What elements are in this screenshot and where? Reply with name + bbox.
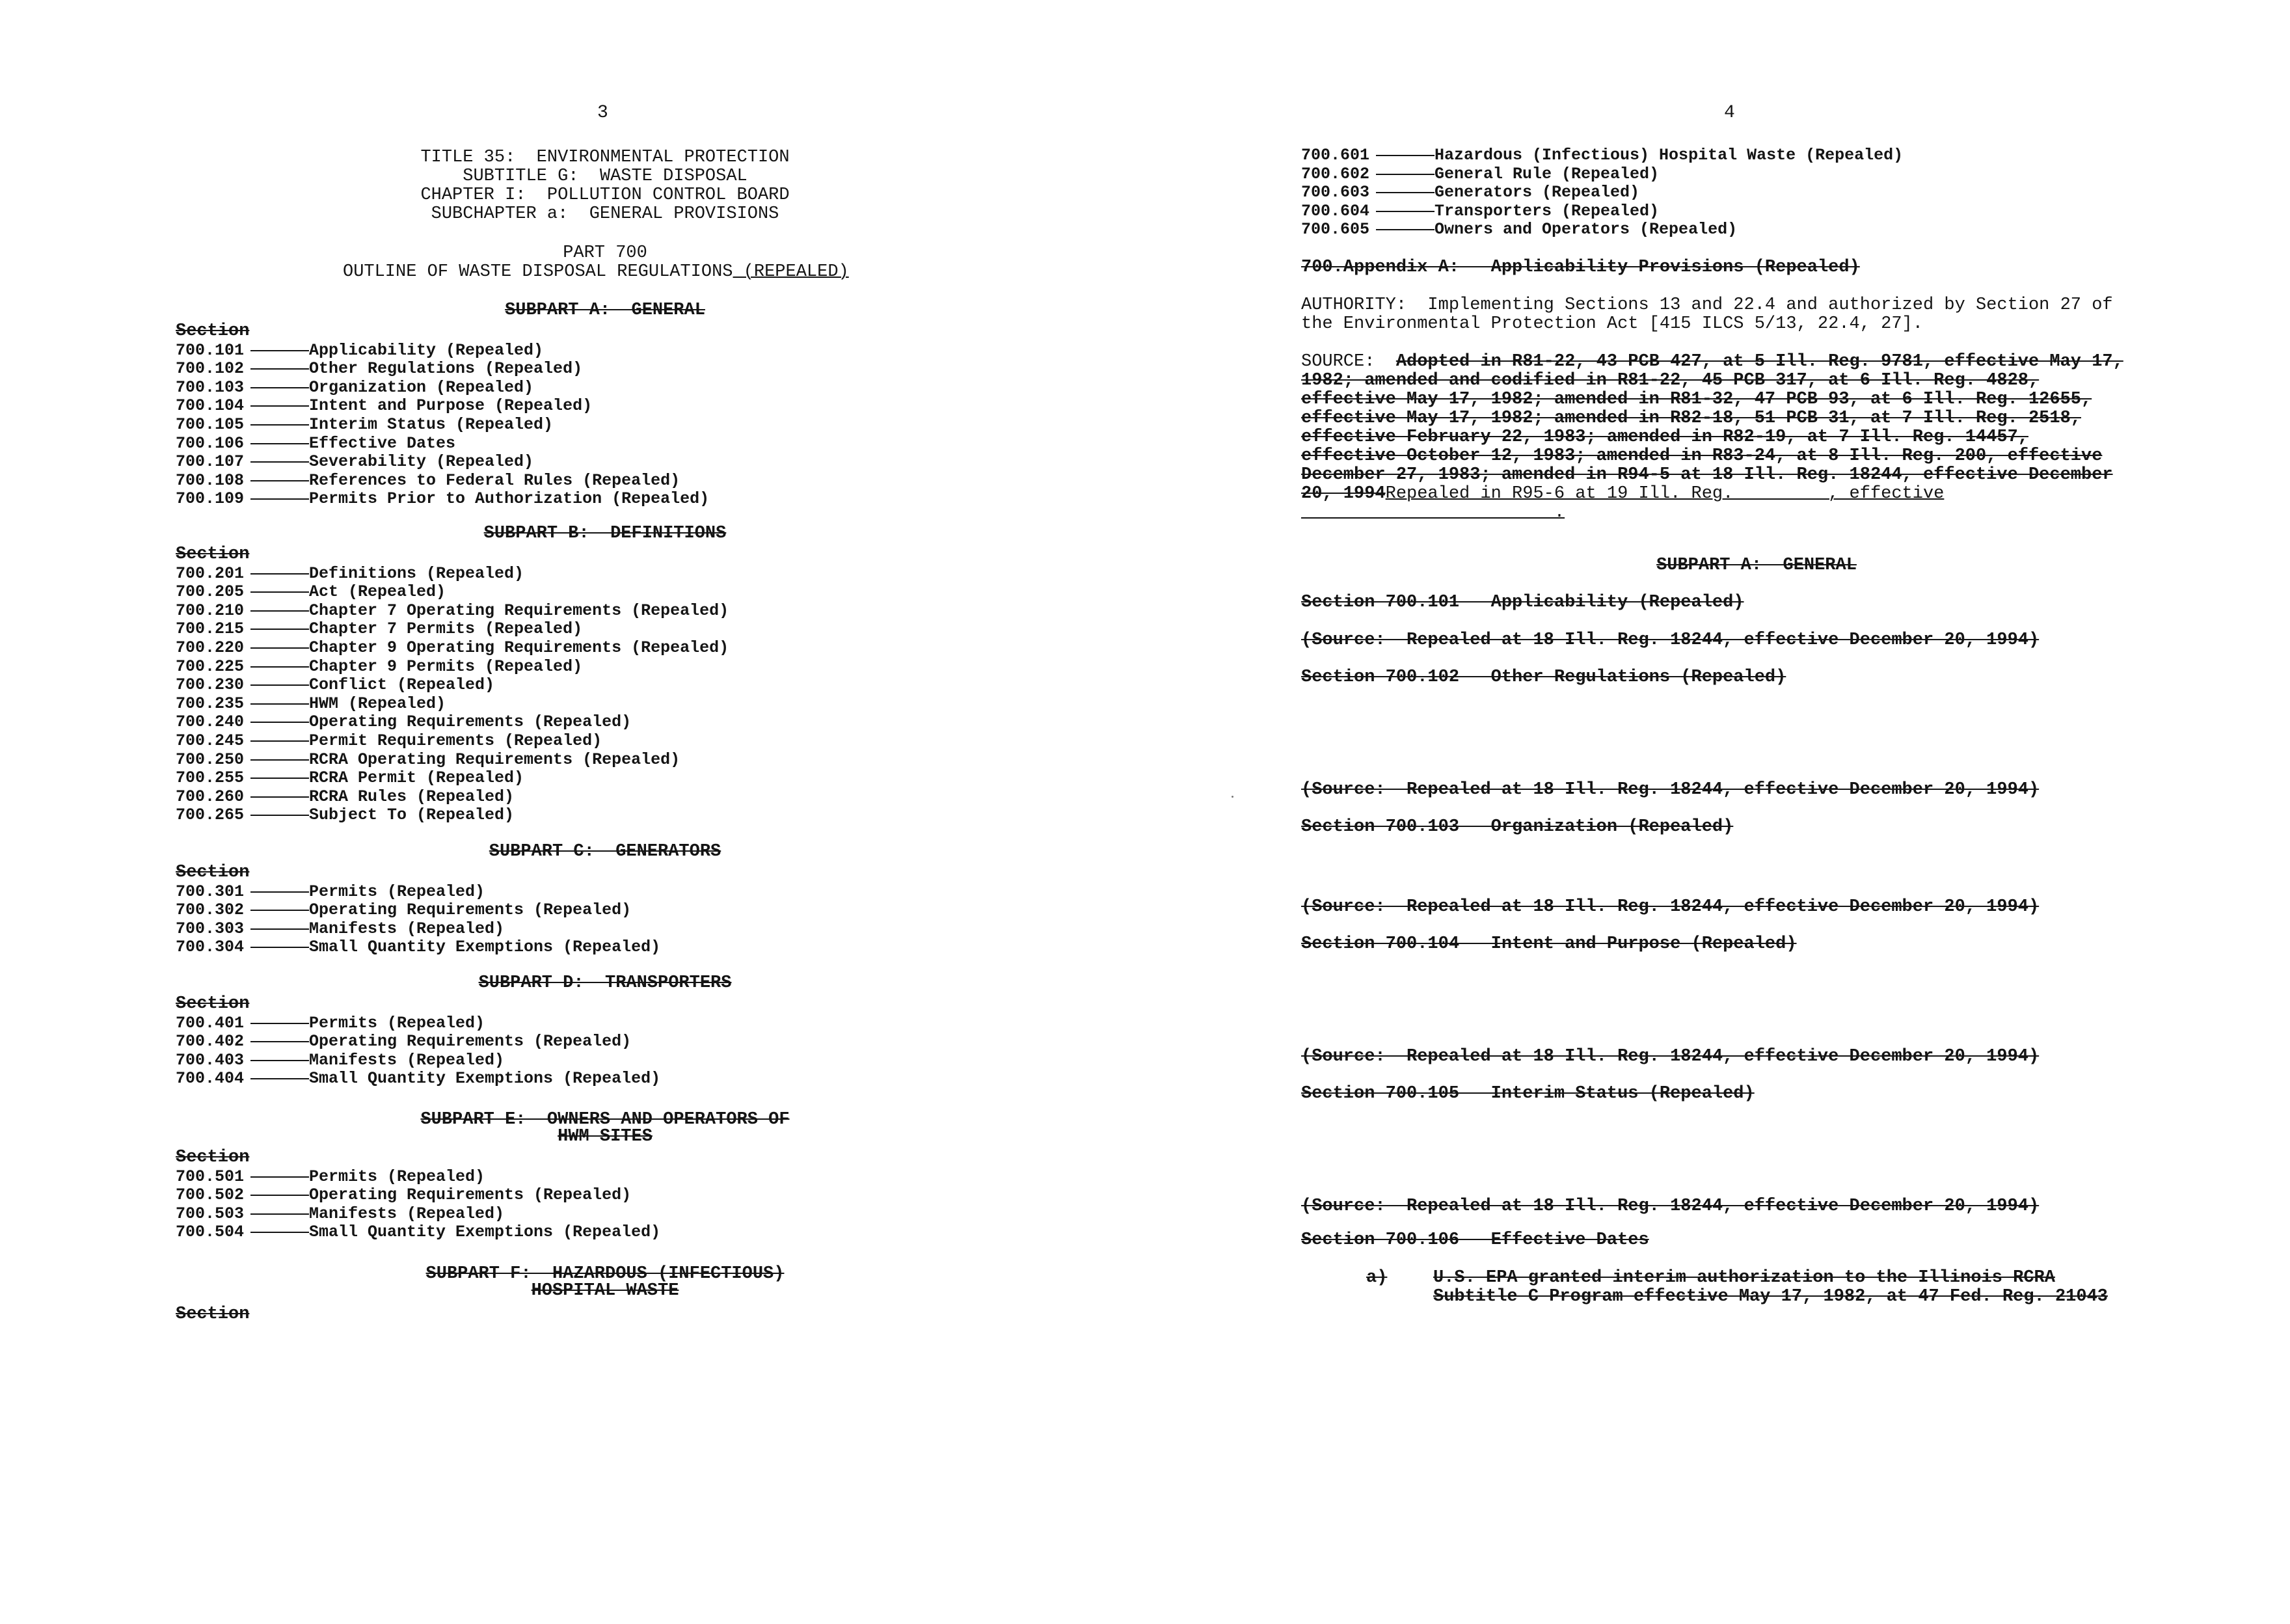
leader-dash — [250, 684, 309, 686]
section-title: Small Quantity Exemptions (Repealed) — [309, 938, 661, 957]
subpart-heading: SUBPART B: DEFINITIONS — [483, 524, 727, 543]
section-number: 700.101 — [176, 340, 245, 360]
leader-dash — [250, 947, 309, 948]
section-title: Operating Requirements (Repealed) — [309, 1185, 632, 1205]
leader-dash — [250, 910, 309, 911]
toc-row — [176, 1014, 826, 1033]
section-title: RCRA Rules (Repealed) — [309, 787, 515, 806]
section-title: Conflict (Repealed) — [309, 675, 495, 695]
toc-row — [176, 619, 826, 638]
section-title: Permits Prior to Authorization (Repealed) — [309, 489, 710, 509]
toc-row — [176, 900, 826, 919]
source-note: (Source: Repealed at 18 Ill. Reg. 18244, effective December 20, 1994) — [1301, 1197, 2040, 1216]
source-note: (Source: Repealed at 18 Ill. Reg. 18244, effective December 20, 1994) — [1301, 780, 2040, 800]
section-title: Small Quantity Exemptions (Repealed) — [309, 1069, 661, 1089]
section-number: 700.265 — [176, 805, 245, 825]
toc-row — [176, 694, 826, 713]
leader-dash — [250, 891, 309, 893]
section-number: 700.108 — [176, 470, 245, 490]
section-number: 700.104 — [176, 396, 245, 416]
section-number: 700.401 — [176, 1013, 245, 1033]
leader-dash — [250, 1176, 309, 1178]
toc-row — [176, 601, 826, 620]
section-title: Chapter 7 Operating Requirements (Repealed) — [309, 601, 729, 620]
toc-row — [176, 919, 826, 938]
source-new-text: Repealed in R95-6 at 19 Ill. Reg. ________, effective — [1385, 484, 1945, 504]
appendix-number: 700.Appendix A: — [1301, 258, 1460, 277]
section-title: Permits (Repealed) — [309, 882, 485, 901]
leader-dash — [250, 573, 309, 575]
outline-title-text: OUTLINE OF WASTE DISPOSAL REGULATIONS — [343, 262, 733, 282]
toc-row — [176, 638, 826, 657]
paragraph-a-line-2: Subtitle C Program effective May 17, 1982, at 47 Fed. Reg. 21043 — [1433, 1287, 2108, 1306]
leader-dash — [250, 1078, 309, 1079]
section-heading: Section 700.105 Interim Status (Repealed) — [1301, 1084, 1755, 1103]
section-title: Chapter 9 Permits (Repealed) — [309, 656, 583, 676]
appendix-entry — [1301, 258, 1860, 277]
section-label: Section — [176, 321, 250, 341]
section-number: 700.240 — [176, 712, 245, 732]
leader-dash — [250, 498, 309, 500]
leader-dash — [250, 461, 309, 463]
outline-title — [343, 263, 849, 282]
section-number: 700.601 — [1301, 146, 1370, 165]
section-title: Operating Requirements (Repealed) — [309, 712, 632, 732]
leader-dash — [250, 1232, 309, 1233]
section-number: 700.301 — [176, 882, 245, 901]
toc-row — [176, 1223, 826, 1241]
section-number: 700.225 — [176, 656, 245, 676]
toc-row — [176, 452, 826, 471]
subpart-heading: SUBPART C: GENERATORS — [489, 842, 721, 861]
toc-row — [176, 750, 826, 769]
toc-row — [176, 378, 826, 397]
leader-dash — [250, 703, 309, 705]
section-label: Section — [176, 545, 250, 564]
section-number: 700.502 — [176, 1185, 245, 1205]
leader-dash — [250, 424, 309, 426]
section-label: Section — [176, 1148, 250, 1167]
leader-dash — [250, 1213, 309, 1215]
toc-row — [176, 1185, 826, 1204]
section-number: 700.102 — [176, 359, 245, 379]
section-number: 700.503 — [176, 1204, 245, 1223]
leader-dash — [250, 368, 309, 370]
section-number: 700.106 — [176, 433, 245, 453]
source-note: (Source: Repealed at 18 Ill. Reg. 18244, effective December 20, 1994) — [1301, 897, 2040, 917]
section-number: 700.103 — [176, 377, 245, 397]
source-struck-line: effective May 17, 1982; amended in R81-32, 47 PCB 93, at 6 Ill. Reg. 12655, — [1301, 390, 2092, 409]
page-number: 4 — [1724, 103, 1735, 123]
paragraph-a-label: a) — [1366, 1268, 1388, 1288]
leader-dash — [250, 647, 309, 649]
page-number: 3 — [597, 103, 608, 123]
title-line: TITLE 35: ENVIRONMENTAL PROTECTION — [420, 148, 790, 167]
toc-row — [176, 582, 826, 601]
source-note: (Source: Repealed at 18 Ill. Reg. 18244, effective December 20, 1994) — [1301, 1047, 2040, 1066]
source-struck-line: effective February 22, 1983; amended in R82-19, at 7 Ill. Reg. 14457, — [1301, 427, 2028, 447]
source-struck-text: Adopted in R81-22, 43 PCB 427, at 5 Ill. Reg. 9781, effective May 17, — [1395, 352, 2123, 372]
leader-dash — [250, 740, 309, 742]
section-heading: Section 700.102 Other Regulations (Repealed) — [1301, 668, 1786, 687]
section-number: 700.220 — [176, 638, 245, 657]
section-heading: Section 700.101 Applicability (Repealed) — [1301, 593, 1744, 612]
toc-row — [1301, 220, 2082, 239]
leader-dash — [250, 666, 309, 668]
part-heading: PART 700 — [563, 243, 647, 263]
subchapter-line: SUBCHAPTER a: GENERAL PROVISIONS — [431, 204, 779, 224]
section-number: 700.403 — [176, 1050, 245, 1070]
section-number: 700.255 — [176, 768, 245, 788]
source-struck-text: 20, 1994 — [1301, 484, 1386, 504]
section-number: 700.230 — [176, 675, 245, 695]
leader-dash — [250, 387, 309, 388]
toc-row — [1301, 165, 2082, 183]
leader-dash — [1376, 229, 1435, 230]
section-heading: Section 700.103 Organization (Repealed) — [1301, 817, 1734, 837]
source-struck-line: December 27, 1983; amended in R94-5 at 18 Ill. Reg. 18244, effective December — [1301, 465, 2113, 485]
toc-row — [176, 731, 826, 750]
section-title: Permits (Repealed) — [309, 1013, 485, 1033]
toc-row — [176, 1051, 826, 1070]
section-label: Section — [176, 863, 250, 882]
section-number: 700.245 — [176, 731, 245, 750]
toc-row — [176, 938, 826, 956]
section-number: 700.205 — [176, 582, 245, 602]
source-label: SOURCE: — [1301, 352, 1396, 372]
section-106-heading: Section 700.106 Effective Dates — [1301, 1230, 1649, 1250]
section-number: 700.105 — [176, 415, 245, 434]
paragraph-a-line-1: U.S. EPA granted interim authorization to the Illinois RCRA — [1433, 1268, 2055, 1288]
toc-row — [176, 1069, 826, 1088]
section-title: Hazardous (Infectious) Hospital Waste (Repealed) — [1435, 146, 1904, 165]
leader-dash — [250, 443, 309, 444]
source-last-line — [1301, 485, 1944, 504]
section-title: Other Regulations (Repealed) — [309, 359, 583, 379]
source-struck-line: effective October 12, 1983; amended in R83-24, at 8 Ill. Reg. 200, effective — [1301, 446, 2103, 466]
section-title: Small Quantity Exemptions (Repealed) — [309, 1223, 661, 1242]
toc-row — [176, 787, 826, 806]
scan-speck — [1232, 796, 1233, 798]
section-title: Permit Requirements (Repealed) — [309, 731, 602, 750]
leader-dash — [250, 610, 309, 612]
section-title: Effective Dates — [309, 433, 456, 453]
section-title: Manifests (Repealed) — [309, 1204, 505, 1223]
section-number: 700.604 — [1301, 201, 1370, 221]
section-title: Operating Requirements (Repealed) — [309, 900, 632, 920]
section-title: Intent and Purpose (Repealed) — [309, 396, 593, 416]
authority-line-1: AUTHORITY: Implementing Sections 13 and 22.4 and authorized by Section 27 of — [1301, 295, 2113, 315]
section-label: Section — [176, 1305, 250, 1324]
leader-dash — [250, 759, 309, 761]
appendix-title: Applicability Provisions (Repealed) — [1490, 258, 1860, 277]
toc-row — [176, 1204, 826, 1223]
section-number: 700.605 — [1301, 220, 1370, 239]
toc-row — [176, 805, 826, 824]
section-number: 700.260 — [176, 787, 245, 806]
subtitle-line: SUBTITLE G: WASTE DISPOSAL — [463, 167, 748, 186]
section-title: Permits (Repealed) — [309, 1167, 485, 1186]
subpart-a-heading: SUBPART A: GENERAL — [1656, 556, 1857, 575]
leader-dash — [250, 629, 309, 630]
toc-row — [176, 359, 826, 378]
section-title: Manifests (Repealed) — [309, 1050, 505, 1070]
toc-row — [176, 882, 826, 901]
subpart-f-heading: SUBPART F: HAZARDOUS (INFECTIOUS) — [425, 1264, 785, 1284]
leader-dash — [250, 405, 309, 407]
section-title: Organization (Repealed) — [309, 377, 534, 397]
section-number: 700.215 — [176, 619, 245, 639]
toc-row — [1301, 146, 2082, 165]
leader-dash — [250, 1023, 309, 1024]
toc-row — [176, 489, 826, 508]
leader-dash — [250, 1041, 309, 1042]
section-number: 700.109 — [176, 489, 245, 509]
section-number: 700.404 — [176, 1069, 245, 1089]
toc-row — [176, 675, 826, 694]
section-title: Definitions (Repealed) — [309, 563, 524, 583]
section-heading: Section 700.104 Intent and Purpose (Repealed) — [1301, 934, 1797, 954]
subpart-f-heading-2: HOSPITAL WASTE — [531, 1281, 679, 1301]
section-title: Transporters (Repealed) — [1435, 201, 1660, 221]
leader-dash — [250, 1060, 309, 1061]
section-number: 700.603 — [1301, 183, 1370, 202]
section-title: Manifests (Repealed) — [309, 919, 505, 938]
section-title: Owners and Operators (Repealed) — [1435, 220, 1738, 239]
source-note: (Source: Repealed at 18 Ill. Reg. 18244, effective December 20, 1994) — [1301, 630, 2040, 650]
section-number: 700.250 — [176, 750, 245, 769]
section-number: 700.235 — [176, 694, 245, 713]
toc-row — [1301, 183, 2082, 202]
section-title: Interim Status (Repealed) — [309, 415, 554, 434]
leader-dash — [1376, 155, 1435, 156]
toc-row — [176, 657, 826, 676]
leader-dash — [250, 815, 309, 816]
toc-row — [176, 564, 826, 583]
toc-row — [176, 1032, 826, 1051]
source-struck-line: 1982; amended and codified in R81-22, 45 PCB 317, at 6 Ill. Reg. 4828, — [1301, 371, 2040, 390]
toc-row — [176, 471, 826, 490]
section-number: 700.602 — [1301, 164, 1370, 183]
section-number: 700.402 — [176, 1032, 245, 1051]
section-number: 700.504 — [176, 1223, 245, 1242]
authority-line-2: the Environmental Protection Act [415 ILCS 5/13, 22.4, 27]. — [1301, 314, 1923, 334]
leader-dash — [250, 480, 309, 481]
toc-row — [1301, 202, 2082, 221]
section-title: Act (Repealed) — [309, 582, 446, 602]
section-title: RCRA Operating Requirements (Repealed) — [309, 750, 680, 769]
toc-row — [176, 1167, 826, 1186]
section-title: HWM (Repealed) — [309, 694, 446, 713]
leader-dash — [1376, 174, 1435, 175]
subpart-heading: SUBPART E: OWNERS AND OPERATORS OF — [420, 1110, 790, 1130]
section-title: Applicability (Repealed) — [309, 340, 544, 360]
section-number: 700.107 — [176, 452, 245, 472]
leader-dash — [250, 796, 309, 798]
toc-row — [176, 341, 826, 360]
section-number: 700.302 — [176, 900, 245, 920]
section-number: 700.304 — [176, 938, 245, 957]
leader-dash — [250, 591, 309, 593]
toc-row — [176, 712, 826, 731]
leader-dash — [250, 722, 309, 723]
section-number: 700.303 — [176, 919, 245, 938]
section-title: Chapter 9 Operating Requirements (Repealed) — [309, 638, 729, 657]
leader-dash — [1376, 211, 1435, 212]
section-title: References to Federal Rules (Repealed) — [309, 470, 680, 490]
toc-row — [176, 396, 826, 415]
source-effective-date-blank: ________________________. — [1301, 503, 1565, 522]
subpart-heading: SUBPART D: TRANSPORTERS — [478, 973, 732, 993]
leader-dash — [250, 1195, 309, 1196]
section-title: Generators (Repealed) — [1435, 183, 1640, 202]
source-line-1 — [1301, 353, 2123, 372]
section-title: Severability (Repealed) — [309, 452, 534, 472]
section-title: Subject To (Repealed) — [309, 805, 515, 825]
section-title: General Rule (Repealed) — [1435, 164, 1660, 183]
leader-dash — [250, 350, 309, 351]
leader-dash — [250, 778, 309, 779]
toc-row — [176, 434, 826, 453]
section-title: Operating Requirements (Repealed) — [309, 1032, 632, 1051]
section-title: Chapter 7 Permits (Repealed) — [309, 619, 583, 639]
leader-dash — [1376, 192, 1435, 193]
leader-dash — [250, 928, 309, 930]
toc-row — [176, 415, 826, 434]
section-number: 700.501 — [176, 1167, 245, 1186]
section-label: Section — [176, 994, 250, 1014]
section-number: 700.201 — [176, 563, 245, 583]
subpart-heading: SUBPART A: GENERAL — [505, 301, 705, 320]
source-struck-line: effective May 17, 1982; amended in R82-18, 51 PCB 31, at 7 Ill. Reg. 2518, — [1301, 409, 2081, 428]
outline-title-repealed: (REPEALED) — [733, 262, 849, 282]
section-number: 700.210 — [176, 601, 245, 620]
toc-row — [176, 768, 826, 787]
subpart-heading-2: HWM SITES — [558, 1127, 653, 1146]
section-title: RCRA Permit (Repealed) — [309, 768, 524, 788]
chapter-line: CHAPTER I: POLLUTION CONTROL BOARD — [420, 185, 790, 205]
